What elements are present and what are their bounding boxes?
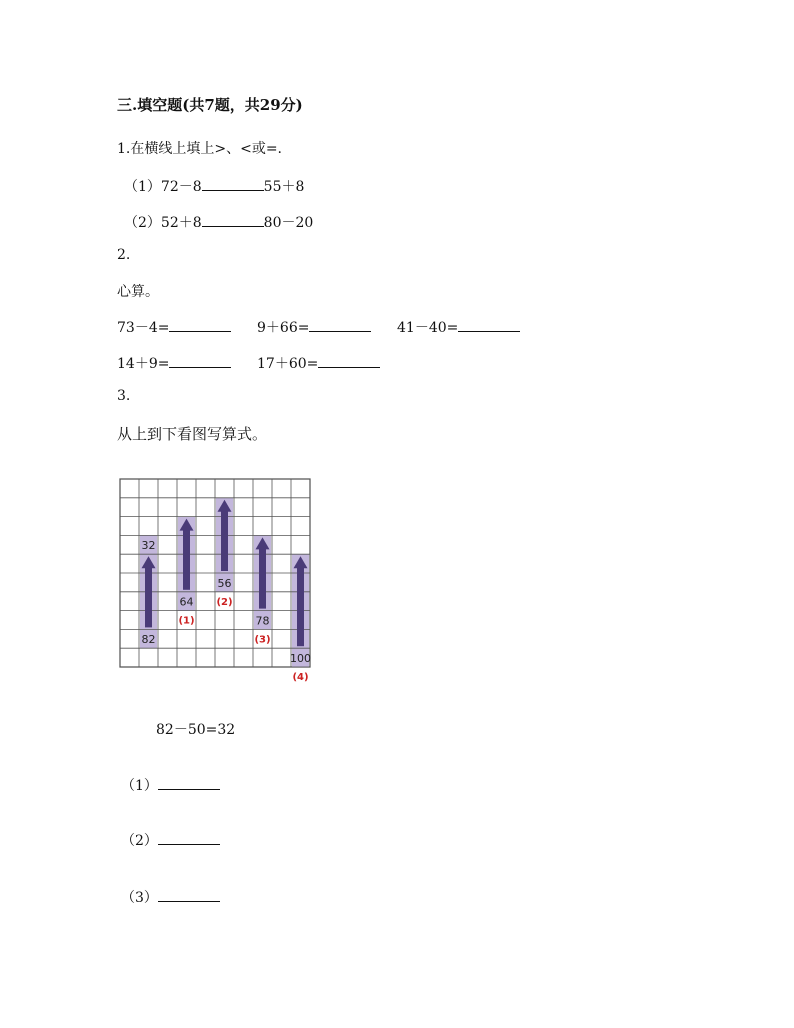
q2-item-4-blank[interactable] <box>169 366 231 368</box>
q1-item-1-right: 55＋8 <box>263 179 305 195</box>
arrow-tag-3: (2) <box>216 596 233 608</box>
number-grid-figure <box>115 474 320 689</box>
q2-item-3 <box>397 317 520 337</box>
q1-item-1-blank[interactable] <box>202 189 264 191</box>
arrow-end-value-5: 100 <box>290 652 311 665</box>
q2-number: 2. <box>117 247 131 263</box>
arrow-shaft-1 <box>145 566 152 627</box>
q1-item-2-right: 80－20 <box>263 215 314 231</box>
q3-answer-3 <box>121 887 220 907</box>
q2-item-2-expr: 9＋66= <box>257 320 310 336</box>
q3-number: 3. <box>117 388 131 404</box>
arrow-shaft-3 <box>221 510 228 571</box>
arrow-tag-5: (4) <box>292 672 309 683</box>
q1-item-1-label: （1） <box>124 179 161 195</box>
arrow-shaft-2 <box>183 529 190 590</box>
q2-item-3-blank[interactable] <box>458 330 520 332</box>
q2-item-2-blank[interactable] <box>309 330 371 332</box>
q3-answer-1 <box>121 775 220 795</box>
q1-item-2-blank[interactable] <box>202 225 264 227</box>
q1-item-1 <box>124 176 304 196</box>
q3-example: 82－50=32 <box>156 722 236 738</box>
q1-prompt: 1.在横线上填上>、<或=. <box>117 141 282 157</box>
q2-prompt: 心算。 <box>117 284 159 300</box>
q2-item-1 <box>117 317 231 337</box>
q3-answer-2-label: （2） <box>121 833 158 849</box>
q3-answer-3-blank[interactable] <box>158 900 220 902</box>
q3-answer-1-blank[interactable] <box>158 788 220 790</box>
q2-item-5-blank[interactable] <box>318 366 380 368</box>
arrow-end-value-1: 82 <box>141 633 156 647</box>
q2-item-5 <box>257 353 380 373</box>
q2-item-2 <box>257 317 371 337</box>
arrow-end-value-2: 64 <box>179 595 194 609</box>
q2-item-4-expr: 14＋9= <box>117 356 170 372</box>
q1-item-2-left: 52＋8 <box>160 215 202 231</box>
section-title: 三.填空题(共7题，共29分) <box>117 96 303 114</box>
arrow-shaft-4 <box>259 547 266 608</box>
q1-item-1-left: 72－8 <box>160 179 202 195</box>
q2-item-4 <box>117 353 231 373</box>
q2-item-1-expr: 73－4= <box>117 320 170 336</box>
q1-item-2 <box>124 212 313 232</box>
arrow-start-value-1: 32 <box>141 539 156 553</box>
arrow-shaft-5 <box>297 566 304 646</box>
q3-answer-2 <box>121 830 220 850</box>
arrow-end-value-3: 56 <box>217 576 232 590</box>
q3-answer-2-blank[interactable] <box>158 843 220 845</box>
q2-item-5-expr: 17＋60= <box>257 356 319 372</box>
q2-item-1-blank[interactable] <box>169 330 231 332</box>
arrow-end-value-4: 78 <box>255 614 270 628</box>
q3-answer-3-label: （3） <box>121 890 158 906</box>
q1-item-2-label: （2） <box>124 215 161 231</box>
q3-answer-1-label: （1） <box>121 778 158 794</box>
arrow-tag-4: (3) <box>254 634 271 646</box>
arrow-tag-2: (1) <box>178 615 195 627</box>
q3-prompt: 从上到下看图写算式。 <box>117 425 268 443</box>
q2-item-3-expr: 41－40= <box>397 320 459 336</box>
